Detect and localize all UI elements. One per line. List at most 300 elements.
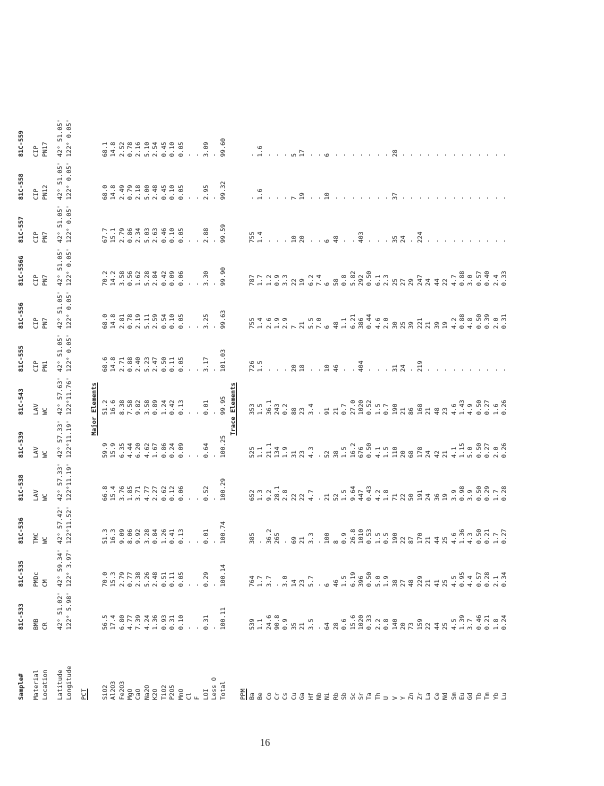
- element-value: -: [257, 540, 265, 544]
- element-value: 134: [273, 446, 281, 458]
- element-value: -: [492, 196, 500, 200]
- element-value: 3.5: [307, 618, 315, 630]
- pct-unit-label: PCT: [81, 688, 89, 700]
- element-value: 0.46: [160, 227, 168, 243]
- element-value: -: [358, 196, 366, 200]
- element-value: -: [467, 368, 475, 372]
- element-label: Al2O3: [110, 681, 118, 700]
- element-value: -: [341, 196, 349, 200]
- element-value: 0.27: [484, 399, 492, 415]
- sample-id-cell: 81C-558: [18, 173, 25, 200]
- header-row-material: [33, 114, 41, 700]
- element-value: 2.81: [118, 313, 126, 329]
- element-value: -: [316, 196, 323, 200]
- trace-element-row: [476, 114, 484, 700]
- element-label: Lu: [500, 692, 508, 700]
- ppm-unit-label: PPM: [240, 688, 248, 700]
- element-value: 1010: [358, 528, 366, 544]
- element-value: 2.18: [135, 184, 143, 200]
- element-value: 0.24: [169, 442, 177, 458]
- element-label: K2O: [152, 688, 160, 700]
- element-value: 42: [433, 450, 441, 458]
- element-value: 0.10: [169, 141, 177, 157]
- sample-location-cell: PN12: [41, 184, 49, 200]
- element-value: -: [265, 196, 273, 200]
- header-row-id: [18, 114, 26, 700]
- element-label: Nd: [442, 692, 450, 700]
- element-value: 23: [299, 579, 307, 587]
- element-value: 2.8: [282, 489, 290, 501]
- element-value: 0.52: [202, 485, 210, 501]
- element-value: 6.2: [307, 274, 315, 286]
- element-value: 0.57: [475, 571, 483, 587]
- element-label: Total: [219, 681, 227, 700]
- element-value: 190: [391, 532, 399, 544]
- trace-element-row: [316, 114, 324, 700]
- header-row-location: [42, 114, 50, 700]
- element-value: 100.14: [219, 564, 227, 587]
- spacer-row: [26, 114, 33, 700]
- element-value: -: [458, 153, 466, 157]
- element-value: -: [211, 583, 219, 587]
- element-value: 219: [416, 360, 424, 372]
- element-label: Na2O: [143, 684, 151, 700]
- element-value: -: [366, 239, 374, 243]
- geochemistry-data-table: [18, 114, 509, 700]
- element-value: -: [265, 239, 273, 243]
- element-value: 229: [416, 575, 424, 587]
- element-value: 7: [290, 325, 298, 329]
- ppm-label-row: [240, 114, 248, 700]
- element-value: 3.58: [118, 270, 126, 286]
- element-value: 0.01: [202, 528, 210, 544]
- header-label-lon: Longitude: [65, 665, 73, 700]
- element-value: 91: [324, 407, 332, 415]
- element-value: 0.88: [458, 270, 466, 286]
- element-value: 4.77: [143, 485, 151, 501]
- element-value: -: [273, 153, 281, 157]
- element-value: -: [484, 196, 492, 200]
- element-value: -: [374, 239, 382, 243]
- element-value: -: [211, 196, 219, 200]
- header-label-lat: Latitude: [57, 669, 65, 700]
- element-value: 41: [433, 579, 441, 587]
- element-value: 0.13: [177, 528, 185, 544]
- element-value: -: [425, 368, 433, 372]
- element-value: 2.16: [135, 141, 143, 157]
- element-value: 1.8: [492, 618, 500, 630]
- element-value: 1.6: [492, 403, 500, 415]
- element-value: 3.0: [467, 274, 475, 286]
- element-value: 5.00: [143, 184, 151, 200]
- element-value: 0.54: [160, 313, 168, 329]
- element-value: 44: [433, 278, 441, 286]
- element-value: 14.2: [110, 270, 118, 286]
- trace-element-row: [375, 114, 383, 700]
- trace-element-row: [459, 114, 467, 700]
- major-element-row: [186, 114, 194, 700]
- element-value: 0.78: [127, 313, 135, 329]
- element-value: 10: [290, 235, 298, 243]
- sample-material-cell: CIP: [33, 231, 41, 243]
- element-value: 3.09: [202, 141, 210, 157]
- element-value: 4.3: [307, 446, 315, 458]
- element-value: 0.06: [177, 270, 185, 286]
- element-value: -: [211, 325, 219, 329]
- element-label: U: [383, 696, 391, 700]
- element-value: 7.39: [135, 614, 143, 630]
- element-value: 30: [391, 321, 399, 329]
- element-value: 90.8: [273, 614, 281, 630]
- element-label: MnO: [177, 688, 185, 700]
- element-value: 1.85: [127, 485, 135, 501]
- element-value: -: [282, 239, 290, 243]
- trace-element-row: [501, 114, 509, 700]
- element-value: 1.1: [257, 446, 265, 458]
- element-value: -: [316, 454, 323, 458]
- sample-lat-cell: 42° 57.33': [57, 420, 65, 458]
- element-value: 403: [358, 231, 366, 243]
- element-value: 22: [400, 493, 408, 501]
- element-value: -: [400, 196, 408, 200]
- element-value: -: [211, 411, 219, 415]
- element-value: -: [332, 153, 340, 157]
- element-value: 170: [416, 532, 424, 544]
- element-value: -: [467, 153, 475, 157]
- element-value: 0.79: [127, 184, 135, 200]
- element-value: 2.59: [152, 313, 160, 329]
- element-value: 3.3: [282, 274, 290, 286]
- element-value: 787: [248, 274, 256, 286]
- element-value: 8: [332, 540, 340, 544]
- element-value: 100.74: [219, 521, 227, 544]
- element-value: 15.1: [110, 227, 118, 243]
- element-value: 2.49: [118, 184, 126, 200]
- element-value: -: [458, 196, 466, 200]
- element-value: -: [475, 153, 483, 157]
- element-value: 9.64: [349, 485, 357, 501]
- sample-id-cell: 81C-539: [18, 431, 25, 458]
- element-value: 2.1: [492, 575, 500, 587]
- element-value: -: [442, 239, 450, 243]
- trace-element-row: [425, 114, 433, 700]
- element-value: 3.76: [118, 485, 126, 501]
- element-value: 3.4: [307, 403, 315, 415]
- element-value: 8.38: [118, 399, 126, 415]
- major-element-row: [144, 114, 152, 700]
- element-value: 14: [290, 579, 298, 587]
- element-value: -: [185, 411, 193, 415]
- element-value: 1.7: [257, 575, 265, 587]
- element-value: 4.4: [467, 575, 475, 587]
- element-value: -: [194, 497, 202, 501]
- element-value: 5.26: [143, 571, 151, 587]
- element-value: 447: [358, 489, 366, 501]
- sample-location-cell: CM: [41, 579, 49, 587]
- element-value: 0.43: [366, 485, 374, 501]
- trace-element-row: [341, 114, 349, 700]
- element-value: 38: [391, 579, 399, 587]
- element-value: 755: [248, 231, 256, 243]
- element-value: 16.2: [349, 442, 357, 458]
- element-value: 48: [433, 407, 441, 415]
- element-value: 5.0: [374, 575, 382, 587]
- element-value: 99.63: [219, 310, 227, 329]
- element-value: 15.4: [110, 485, 118, 501]
- element-value: 24: [425, 493, 433, 501]
- element-value: 2.63: [152, 227, 160, 243]
- element-value: 27: [400, 579, 408, 587]
- element-value: 1.67: [152, 442, 160, 458]
- element-value: 3.9: [450, 489, 458, 501]
- element-value: 0.5: [383, 532, 391, 544]
- element-value: 4.2: [450, 317, 458, 329]
- trace-element-row: [266, 114, 274, 700]
- trace-element-row: [350, 114, 358, 700]
- element-value: 58: [332, 278, 340, 286]
- element-value: 46: [332, 579, 340, 587]
- element-value: 99.95: [219, 396, 227, 415]
- element-value: 386: [358, 317, 366, 329]
- sample-lon-cell: 122° 0.05': [65, 205, 73, 243]
- element-value: -: [194, 583, 202, 587]
- element-value: 2.0: [492, 317, 500, 329]
- element-value: 0.10: [169, 227, 177, 243]
- element-value: 35: [391, 235, 399, 243]
- element-value: 1.7: [257, 274, 265, 286]
- element-value: 0.95: [458, 571, 466, 587]
- element-value: 0.6: [341, 618, 349, 630]
- trace-element-row: [442, 114, 450, 700]
- sample-lat-cell: 42° 59.34': [57, 549, 65, 587]
- element-value: -: [358, 153, 366, 157]
- element-value: 9.92: [135, 528, 143, 544]
- element-value: 1.9: [282, 446, 290, 458]
- element-value: -: [500, 239, 508, 243]
- trace-element-row: [257, 114, 265, 700]
- element-value: -: [450, 239, 458, 243]
- element-value: 20: [400, 622, 408, 630]
- element-value: 0.13: [177, 399, 185, 415]
- element-value: 16.6: [110, 399, 118, 415]
- element-value: 4.44: [127, 442, 135, 458]
- element-value: 88: [290, 407, 298, 415]
- element-value: 0.52: [366, 399, 374, 415]
- sample-lon-cell: 122°11.76': [65, 377, 73, 415]
- element-label: Yb: [492, 692, 500, 700]
- element-value: 36: [433, 493, 441, 501]
- sample-location-cell: WC: [41, 407, 49, 415]
- element-value: 1.4: [257, 317, 265, 329]
- element-label: CaO: [135, 688, 143, 700]
- element-value: -: [316, 583, 323, 587]
- element-value: -: [484, 153, 492, 157]
- element-value: 0.31: [169, 614, 177, 630]
- element-label: Ba: [248, 692, 256, 700]
- element-label: Sm: [450, 692, 458, 700]
- element-value: 8.06: [127, 528, 135, 544]
- element-value: 56.5: [101, 614, 109, 630]
- element-value: 0.93: [160, 614, 168, 630]
- element-value: 2.48: [152, 184, 160, 200]
- element-value: 4.6: [374, 317, 382, 329]
- element-value: 7.58: [127, 399, 135, 415]
- element-value: -: [442, 153, 450, 157]
- element-value: -: [366, 153, 374, 157]
- element-value: -: [425, 239, 433, 243]
- element-value: 19: [442, 493, 450, 501]
- element-value: 50: [408, 493, 416, 501]
- element-value: -: [425, 153, 433, 157]
- element-value: 20: [299, 235, 307, 243]
- element-value: 2.52: [118, 141, 126, 157]
- element-value: 0.86: [160, 442, 168, 458]
- header-row-lat: [57, 114, 65, 700]
- element-label: LOI: [202, 688, 210, 700]
- element-value: 2.27: [152, 485, 160, 501]
- element-label: Y: [400, 696, 408, 700]
- element-value: 26.8: [349, 528, 357, 544]
- major-element-row: [220, 114, 228, 700]
- element-value: 18: [299, 364, 307, 372]
- element-value: 5.5: [307, 317, 315, 329]
- element-value: 48: [408, 579, 416, 587]
- element-value: 110: [391, 446, 399, 458]
- sample-id-cell: 81C-543: [18, 388, 25, 415]
- element-value: 0.11: [169, 356, 177, 372]
- element-value: 59.9: [101, 442, 109, 458]
- element-value: 4.5: [450, 618, 458, 630]
- element-value: 755: [248, 317, 256, 329]
- element-value: 22: [425, 622, 433, 630]
- element-value: 1.43: [458, 399, 466, 415]
- element-value: 21: [425, 579, 433, 587]
- table-body: [18, 114, 509, 700]
- element-value: 100.25: [219, 435, 227, 458]
- element-value: 5.03: [143, 227, 151, 243]
- element-value: 6: [324, 282, 332, 286]
- element-value: 1.36: [152, 614, 160, 630]
- element-label: Th: [374, 692, 382, 700]
- sample-location-cell: PN7: [41, 231, 49, 243]
- element-value: 0.05: [177, 571, 185, 587]
- element-value: 191: [416, 489, 424, 501]
- element-value: 9.2: [265, 489, 273, 501]
- element-value: 15.6: [349, 614, 357, 630]
- trace-elements-title-row: [228, 114, 240, 700]
- element-value: 0.45: [160, 184, 168, 200]
- element-value: 100.11: [219, 607, 227, 630]
- element-value: 2.47: [152, 356, 160, 372]
- sample-lat-cell: 42° 51.05': [57, 334, 65, 372]
- element-value: -: [341, 368, 349, 372]
- element-value: 0.2: [282, 403, 290, 415]
- element-value: 2.3: [383, 274, 391, 286]
- element-value: -: [316, 153, 323, 157]
- element-value: 36.2: [265, 528, 273, 544]
- element-value: 0.26: [500, 399, 508, 415]
- element-value: 6.35: [118, 442, 126, 458]
- element-value: 3.30: [202, 270, 210, 286]
- element-value: 1.1: [257, 618, 265, 630]
- element-value: 14.8: [110, 356, 118, 372]
- element-value: 190: [391, 403, 399, 415]
- element-value: 2.38: [135, 571, 143, 587]
- element-value: 48: [332, 321, 340, 329]
- element-label: Sb: [341, 692, 349, 700]
- element-value: -: [366, 368, 374, 372]
- element-value: 99.32: [219, 181, 227, 200]
- element-value: 28: [332, 622, 340, 630]
- element-value: -: [307, 239, 315, 243]
- trace-element-row: [366, 114, 374, 700]
- element-value: 86: [408, 407, 416, 415]
- element-value: -: [433, 153, 441, 157]
- element-value: 224: [416, 231, 424, 243]
- element-value: 2.54: [152, 141, 160, 157]
- element-value: 1.5: [374, 532, 382, 544]
- element-value: 51.3: [101, 528, 109, 544]
- element-value: 22: [290, 493, 298, 501]
- element-value: -: [467, 196, 475, 200]
- element-value: 0.53: [366, 528, 374, 544]
- element-value: -: [349, 368, 357, 372]
- element-value: 25: [442, 622, 450, 630]
- element-value: -: [194, 626, 202, 630]
- element-value: 0.05: [177, 141, 185, 157]
- element-value: 4.7: [450, 274, 458, 286]
- major-element-row: [161, 114, 169, 700]
- element-value: 7.4: [316, 274, 323, 286]
- major-element-row: [203, 114, 211, 700]
- element-value: 99.90: [219, 267, 227, 286]
- element-value: -: [341, 239, 349, 243]
- element-value: 67.7: [101, 227, 109, 243]
- element-value: 0.05: [177, 227, 185, 243]
- rotated-data-table-container: [18, 0, 578, 700]
- element-value: 28: [391, 149, 399, 157]
- element-value: 14.8: [110, 184, 118, 200]
- element-value: 4.9: [467, 403, 475, 415]
- element-value: 0.84: [152, 528, 160, 544]
- element-value: 1.4: [257, 231, 265, 243]
- element-value: 44: [433, 622, 441, 630]
- element-value: 0.09: [169, 270, 177, 286]
- element-value: 2.0: [492, 446, 500, 458]
- element-value: 21: [299, 536, 307, 544]
- sample-lon-cell: 122° 0.05': [65, 248, 73, 286]
- element-value: -: [408, 196, 416, 200]
- pct-label-row: [81, 114, 89, 700]
- sample-id-cell: 81C-559: [18, 130, 25, 157]
- element-value: -: [400, 153, 408, 157]
- element-label: SiO2: [101, 684, 109, 700]
- sample-location-cell: CR: [41, 622, 49, 630]
- element-value: -: [316, 497, 323, 501]
- element-value: 27: [400, 278, 408, 286]
- element-value: 20: [400, 450, 408, 458]
- element-value: 15.9: [110, 442, 118, 458]
- trace-element-row: [383, 114, 391, 700]
- element-value: -: [492, 368, 500, 372]
- element-value: 64: [324, 622, 332, 630]
- trace-elements-title: Trace Elements: [229, 382, 237, 436]
- element-value: -: [450, 196, 458, 200]
- sample-material-cell: CIP: [33, 360, 41, 372]
- sample-lon-cell: 122° 0.05': [65, 334, 73, 372]
- element-value: 1020: [358, 614, 366, 630]
- element-value: -: [475, 239, 483, 243]
